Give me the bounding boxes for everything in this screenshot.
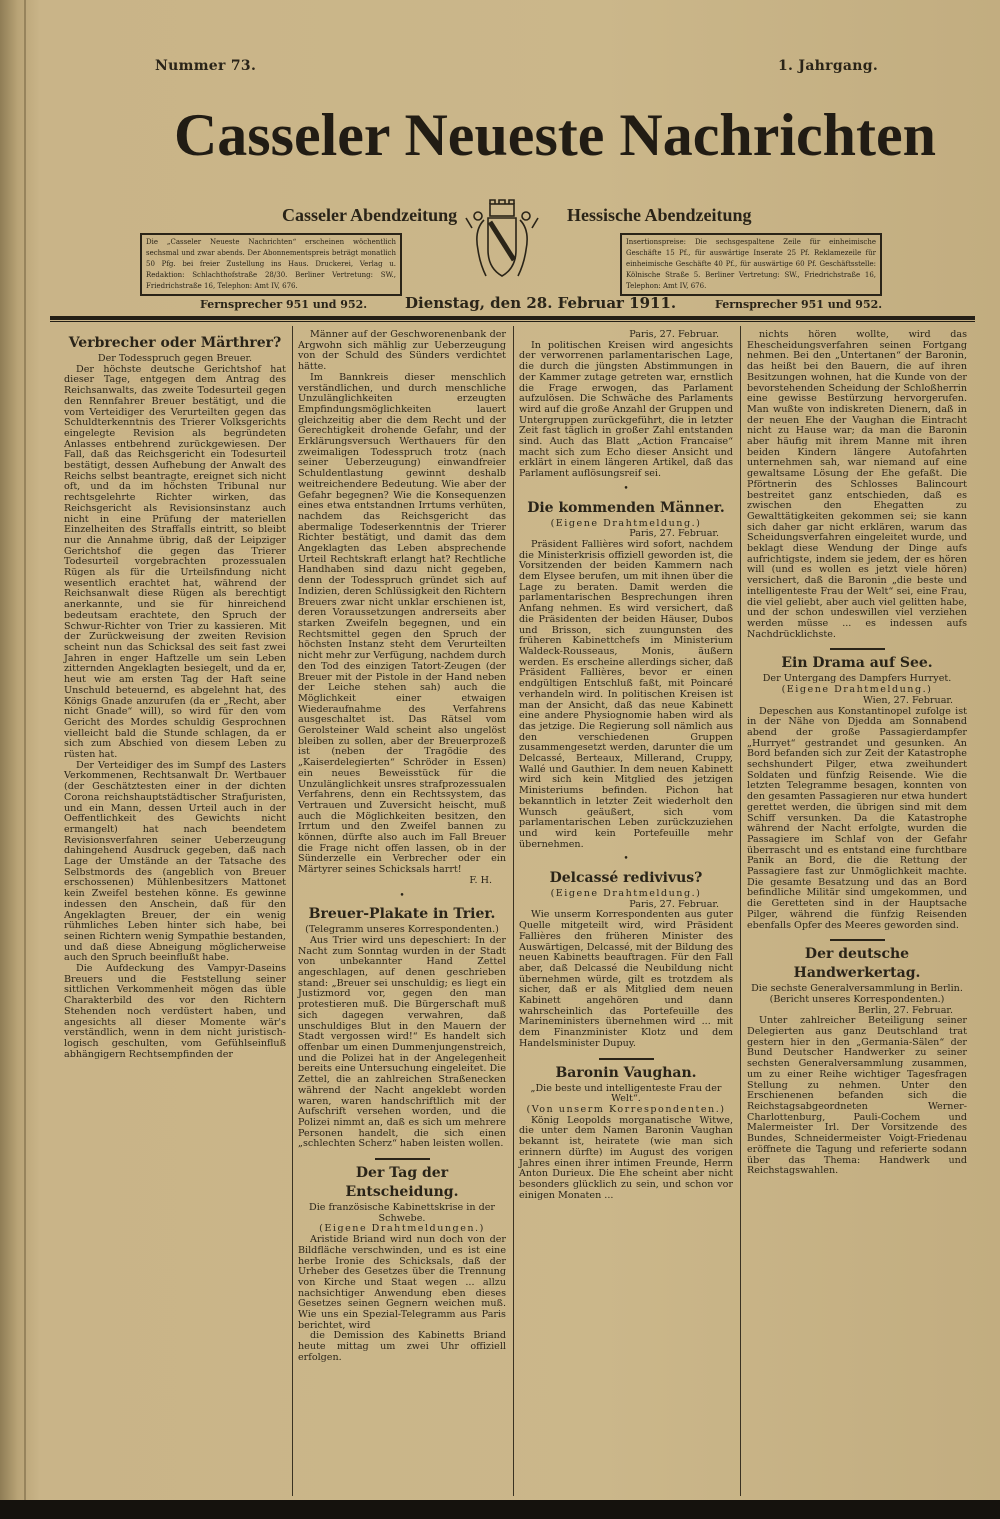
- dateline: Wien, 27. Februar.: [862, 694, 953, 706]
- advertising-rates-box: Insertionspreise: Die sechsgespaltene Zeile für einheimische Geschäfte 15 Pf., für auswärtige Inserate 25 Pf. Reklamezeile für einheimische Geschäfte 40 Pf., für auswärtige 60 Pf. Geschäftsstelle: Kölnische Straße 5. Berliner Vertretung: SW., Friedrichstraße 16, Telephon: Amt IV, 676.: [620, 233, 882, 296]
- article-paragraph: König Leopolds morganatische Witwe, die unter dem Namen Baronin Vaughan bekannt ist, heiratete (wie man sich erinnern dürfte) im August des vorigen Jahres einen ihrer intimen Freunde, Herrn Anton Durieux. Die Ehe scheint aber nicht besonders glücklich zu sein, und schon vor einigen Monaten ...: [519, 1114, 733, 1201]
- subtitle-left: Casseler Abendzeitung: [282, 205, 458, 225]
- phone-right: Fernsprecher 951 und 952.: [715, 298, 883, 311]
- article-paragraph: Unter zahlreicher Beteiligung seiner Delegierten aus ganz Deutschland trat gestern hier in den „Germania-Sälen“ der Bund Deutscher Handwerker zu seiner sechsten Generalversammlung zusammen, um zu einer Reihe wichtiger Tagesfragen Stellung zu nehmen. Unter den Erschienenen befanden sich die Reichstagsabgeordneten Werner-Charlottenburg, Pauli-Cochem und Malermeister Irl. Der Vorsitzende des Bundes, Schneidermeister Voigt-Friedenau eröffnete die Tagung und referierte sodann über das Thema: Handwerk und Reichstagswahlen.: [747, 1015, 967, 1177]
- article-subheadline: (Telegramm unseres Korrespondenten.): [305, 924, 499, 936]
- article-subheadline: (Bericht unseres Korrespondenten.): [769, 993, 945, 1005]
- article-headline: Der Tag der Entscheidung.: [345, 1165, 459, 1201]
- article-headline: Ein Drama auf See.: [781, 655, 933, 672]
- newspaper-title: Casseler Neueste Nachrichten: [173, 102, 937, 168]
- column-divider: [740, 326, 741, 1496]
- separator-dot: •: [623, 854, 629, 865]
- article-subheadline: Der Todesspruch gegen Breuer.: [97, 353, 253, 364]
- article-headline: Breuer-Plakate in Trier.: [308, 906, 496, 923]
- article-subheadline: Die sechste Generalversammlung in Berlin.: [751, 983, 963, 995]
- article-paragraph: Der Verteidiger des im Sumpf des Lasters Verkommenen, Rechtsanwalt Dr. Wertbauer (der Geschätztesten einer in der dichten Corona reichshauptstädtischer Strafjuristen, und ein Mann, dessen Urteil auch in der Oeffentlichkeit des Gewichts nicht ermangelt) hat nach beendetem Revisionsverfahren seiner Ueberzeugung dahingehend Ausdruck gegeben, daß nach Lage der Umstände an der Tatsache des Selbstmords des (angeblich von Breuer erschossenen) Mühlenbesitzers Mattonet kein Zweifel bestehen könne. Es gewinne indessen den Anschein, daß für den Angeklagten Breuer, der ein wenig rühmliches Leben hinter sich habe, bei seinen Richtern wenig Sympathie bestanden, und daß diese Abneigung möglicherweise auch den Spruch beeinflußt habe.: [64, 759, 286, 964]
- article-paragraph: Die Aufdeckung des Vampyr-Daseins Breuers und die Feststellung seiner sittlichen Verkommenheit mögen das üble Charakterbild des vor den Richtern Stehenden noch verdüstert haben, und angesichts all dieser Momente wär's verständlich, wenn in dem nicht juristisch-logisch geschulten, vom Gefühlseinfluß abhängigern Rechtsempfinden der: [64, 963, 286, 1060]
- column-divider: [292, 326, 293, 1496]
- coat-of-arms-icon: [462, 198, 542, 290]
- column-divider: [513, 326, 514, 1496]
- article-paragraph: Wie unserm Korrespondenten aus guter Quelle mitgeteilt wird, wird Präsident Fallières den früheren Minister des Auswärtigen, Delcassé, mit der Bildung des neuen Kabinetts beauftragen. Für den Fall aber, daß Delcassé die Neubildung nicht übernehmen würde, gilt es trotzdem als sicher, daß er als Mitglied dem neuen Kabinett angehören und dann wahrscheinlich das Portefeuille des Marineministers übernehmen wird ... mit dem Finanzminister Klotz und dem Handelsminister Dupuy.: [519, 909, 733, 1049]
- separator-rule: [599, 1058, 654, 1060]
- article-paragraph: Im Bannkreis dieser menschlich verständlichen, und durch menschliche Unzulänglichkeiten erzeugten Empfindungsmöglichkeiten lauert gleichzeitig aber die dem Recht und der Gerechtigkeit drohende Gefahr, und der Erklärungsversuch Werthauers für den zweimaligen Todesspruch trotz (nach seiner Ueberzeugung) einwandfreier Schuldentlastung gewinnt deshalb weitreichendere Bedeutung. Wie aber der Gefahr begegnen? Wie die Konsequenzen eines etwa entstandnen Irrtums verhüten, nachdem das Reichsgericht das abermalige Todeserkenntnis der Trierer Richter bestätigt, und damit das dem Angeklagten das Leben absprechende Urteil Rechtskraft erlangt hat? Rechtliche Handhaben sind dazu nicht gegeben, denn der Todesspruch gründet sich auf Indizien, deren Schlüssigkeit den Richtern Breuers zwar nicht unklar erschienen ist, deren Voraussetzungen andrerseits aber starken Zweifeln begegnen, und ein Rechtsmittel gegen den Spruch der höchsten Instanz steht dem Verurteilten nicht mehr zur Verfügung, nachdem durch den Tod des einzigen Tatort-Zeugen (der Breuer mit der Pistole in der Hand neben der Leiche stehen sah) auch die Möglichkeit einer etwaigen Wiederaufnahme des Verfahrens ausgeschaltet ist. Das Rätsel vom Gerolsteiner Wald scheint also ungelöst bleiben zu sollen, aber der Breuerprozeß ist (neben der Tragödie des „Kaiserdelegierten“ Schröder in Essen) ein neues Beweisstück für die Unzulänglichkeit unsres strafprozessualen Verfahrens, denn ein Rechtssystem, das Vertrauen und Zuversicht heischt, muß auch die Möglichkeiten besitzen, den Irrtum und den Zweifel bannen zu können, dürfte also auch im Fall Breuer die Frage nicht offen lassen, ob in der Sünderzelle ein Verbrecher oder ein Märtyrer seines Schicksals harrt!: [298, 371, 506, 876]
- article-headline: Baronin Vaughan.: [555, 1064, 697, 1081]
- author-signature: F. H.: [469, 874, 492, 886]
- subtitle-right: Hessische Abendzeitung: [567, 205, 752, 225]
- dateline: Paris, 27. Februar.: [629, 528, 719, 540]
- wire-credit: (Eigene Drahtmeldung.): [550, 517, 702, 529]
- article-subheadline: Die französische Kabinettskrise in der Schwebe.: [309, 1202, 495, 1224]
- dateline: Paris, 27. Februar.: [629, 329, 719, 340]
- column-3: [519, 330, 733, 1201]
- dateline: Paris, 27. Februar.: [629, 898, 719, 910]
- article-headline: Der deutsche Handwerkertag.: [793, 946, 921, 982]
- article-headline: Verbrecher oder Märthrer?: [68, 335, 282, 351]
- article-paragraph: Aus Trier wird uns depeschiert: In der Nacht zum Sonntag wurden in der Stadt von unbekannter Hand Zettel angeschlagen, auf denen geschrieben stand: „Breuer sei unschuldig; es liegt ein Justizmord vor, gegen den man protestieren muß. Die Bürgerschaft muß sich dagegen verwahren, daß unschuldiges Blut in den Mauern der Stadt vergossen wird!“ Es handelt sich offenbar um einen Dummenjungenstreich, und die Polizei hat in der Angelegenheit bereits eine Untersuchung eingeleitet. Die Zettel, die an zahlreichen Straßenecken während der Nacht angeklebt worden waren, waren handschriftlich mit der Aufschrift versehen worden, und die Polizei nimmt an, daß es sich um mehrere Personen handelt, die sich einen „schlechten Scherz“ haben leisten wollen.: [298, 934, 506, 1150]
- article-paragraph: Präsident Fallières wird sofort, nachdem die Ministerkrisis offiziell geworden ist, die Vorsitzenden der beiden Kammern nach dem Elysee berufen, um mit ihnen über die Lage zu beraten. Damit werden die parlamentarischen Besprechungen ihren Anfang nehmen. Es wird versichert, daß die Präsidenten der beiden Häuser, Dubos und Brisson, sich zuungunsten des früheren Kabinettchefs im Ministerium Waldeck-Rousseaus, Monis, äußern werden. Es erscheine allerdings sicher, daß Präsident Fallières, bevor er einen endgültigen Entschluß faßt, mit Poincaré verhandeln wird. In politischen Kreisen ist man der Ansicht, daß das neue Kabinett eine andere Physiognomie haben wird als das jetzige. Die Regierung soll nämlich aus den verschiedenen Gruppen zusammengesetzt werden, darunter die um Delcassé, Berteaux, Millerand, Cruppy, Wallé und Gauthier. In dem neuen Kabinett wird sich kein Mitglied des jetzigen Ministeriums befinden. Pichon hat bekanntlich in letzter Zeit wiederholt den Wunsch geäußert, sich vom parlamentarischen Leben zurückzuziehen und wird kein Portefeuille mehr übernehmen.: [519, 538, 733, 850]
- scan-edge: [0, 1500, 1000, 1519]
- issue-date: Dienstag, den 28. Februar 1911.: [405, 294, 677, 312]
- article-paragraph: In politischen Kreisen wird angesichts der verworrenen parlamentarischen Lage, die durch die jüngsten Abstimmungen in der Kammer zutage getreten war, ernstlich die Frage erwogen, das Parlament aufzulösen. Die Schwäche des Parlaments wird auf die große Anzahl der Gruppen und Untergruppen zurückgeführt, die in letzter Zeit fast täglich in großer Zahl entstanden sind. Auch das Blatt „Action Francaise“ macht sich zum Echo dieser Ansicht und erklärt in einem längeren Artikel, daß das Parlament auflösungsreif sei.: [519, 339, 733, 480]
- article-paragraph: Der höchste deutsche Gerichtshof hat dieser Tage, entgegen dem Antrag des Reichsanwalts, das zweite Todesurteil gegen den Rennfahrer Breuer bestätigt, und die vom Verteidiger des Verurteilten gegen das Schuldterkenntnis des Trierer Volksgerichts eingelegte Revision als begründeten Anlasses entbehrend zurückgewiesen. Der Fall, daß das Reichsgericht ein Todesurteil bestätigt, dessen Aufhebung der Anwalt des Reichs selbst beantragte, ereignet sich nicht oft, und da im höchsten Tribunal nur rechtsgelehrte Richter wirken, das Reichsgericht als Revisionsinstanz auch nicht in eine Prüfung der materiellen Einzelheiten des Straffalls eintritt, so bleibt nur die Annahme übrig, daß der Leipziger Gerichtshof die gegen das Trierer Todesurteil vorgebrachten prozessualen Rügen als für die Urteilsfindung nicht wesentlich erachtet hat, während der Reichsanwalt diese Rügen als berechtigt anerkannte, und sie für hinreichend bedeutsam erachtete, den Spruch der Schwur-Richter von Trier zu kassieren. Mit der Zurückweisung der zweiten Revision scheint nun das Schicksal des seit fast zwei Jahren in enger Haftzelle um sein Leben zitternden Angeklagten besiegelt, und da er, heut wie am ersten Tag der Haft seine Unschuld beteuernd, es abgelehnt hat, des Königs Gnade anzurufen (da er „Recht, aber nicht Gnade“ will), so wird für den vom Gericht des Mordes schuldig Gesprochnen vielleicht bald die Stunde schlagen, da er sich zum Abschied von diesem Leben zu rüsten hat.: [64, 363, 286, 761]
- column-2: [298, 330, 506, 1364]
- separator-rule: [375, 1158, 430, 1160]
- article-headline: Die kommenden Männer.: [527, 499, 725, 516]
- wire-credit: (Von unserm Korrespondenten.): [526, 1104, 726, 1115]
- separator-dot: •: [399, 890, 405, 901]
- article-paragraph: Depeschen aus Konstantinopel zufolge ist in der Nähe von Djedda am Sonnabend abend der große Passagierdampfer „Hurryet“ gestrandet und gesunken. An Bord befanden sich zur Zeit der Katastrophe sechshundert Pilger, etwa zweihundert Soldaten und fünfzig Reisende. Wie die letzten Telegramme besagen, konnten von den gesamten Passagieren nur etwa hundert gerettet werden, die übrigen sind mit dem Schiff versunken. Da die Katastrophe während der Nacht erfolgte, wurden die Passagiere im Schlaf von der Gefahr überrascht und es entstand eine furchtbare Panik an Bord, die die Rettung der Passagiere fast zur Unmöglichkeit machte. Die gesamte Besatzung und das an Bord befindliche Militär sind umgekommen, und die Geretteten sind in der Hauptsache Pilger, während die fünfzig Reisenden ebenfalls Opfer des Meeres geworden sind.: [747, 705, 967, 931]
- dateline: Berlin, 27. Februar.: [857, 1004, 953, 1016]
- article-headline: Delcassé redivivus?: [549, 870, 703, 887]
- separator-dot: •: [623, 483, 629, 494]
- separator-rule: [830, 939, 885, 941]
- article-paragraph: Aristide Briand wird nun doch von der Bildfläche verschwinden, und es ist eine herbe Ironie des Schicksals, daß der Urheber des Gesetzes über die Trennung von Kirche und Staat wegen ... allzu nachsichtiger Anwendung eben dieses Gesetzes seinen Gegnern weichen muß. Wie uns ein Spezial-Telegramm aus Paris berichtet, wird: [298, 1234, 506, 1331]
- article-paragraph: nichts hören wollte, wird das Ehescheidungsverfahren seinen Fortgang nehmen. Bei den „Untertanen“ der Baronin, das heißt bei den Bauern, die auf ihren Besitzungen wohnen, hat die Kunde von der bevorstehenden Scheidung der Schloßherrin eine gewisse Bestürzung hervorgerufen. Man wußte von indiskreten Dienern, daß in der neuen Ehe der Vaughan die Eintracht nicht zu Hause war; da man die Baronin aber häufig mit ihrem Manne mit ihren beiden Kindern längere Autofahrten unternehmen sah, war niemand auf eine gewaltsame Lösung der Ehe gefaßt. Die Pförtnerin des Schlosses Balincourt bestreitet ganz entschieden, daß es zwischen den Ehegatten zu Gewalttätigkeiten gekommen sei; sie kann sich daher gar nicht erklären, warum das Scheidungsverfahren eingeleitet wurde, und beklagt diese Wendung der Dinge aufs aufrichtigste, indem sie jedem, der es hören will (und es wollen es jetzt viele hören) versichert, daß die Baronin „die beste und intelligenteste Frau der Welt“ sei, eine Frau, die viel geliebt, aber auch viel gelitten habe, und der schon undeswillen viel verziehen werden müsse ... es indessen aufs Nachdrücklichste.: [747, 329, 967, 640]
- separator-rule: [830, 648, 885, 650]
- article-paragraph: Männer auf der Geschworenenbank der Argwohn sich mählig zur Ueberzeugung von der Schuld des Sünders verdichtet hätte.: [298, 329, 506, 373]
- wire-credit: (Eigene Drahtmeldung.): [781, 684, 933, 696]
- article-subheadline: Der Untergang des Dampfers Hurryet.: [762, 673, 952, 685]
- article-paragraph: die Demission des Kabinetts Briand heute mittag um zwei Uhr offiziell erfolgen.: [298, 1330, 506, 1363]
- column-4: [747, 330, 967, 1177]
- issue-number: Nummer 73.: [155, 58, 257, 74]
- header-rule-thin: [50, 321, 975, 322]
- wire-credit: (Eigene Drahtmeldung.): [550, 888, 702, 900]
- volume-year: 1. Jahrgang.: [778, 58, 879, 74]
- binding-fold: [24, 0, 26, 1500]
- subscription-info-box: Die „Casseler Neueste Nachrichten“ erscheinen wöchentlich sechsmal und zwar abends. Der Abonnementspreis beträgt monatlich 50 Pfg. bei freier Zustellung ins Haus. Druckerei, Verlag u. Redaktion: Schlachthofstraße 28/30. Berliner Vertretung: SW., Friedrichstraße 16, Telephon: Amt IV, 676.: [140, 233, 402, 296]
- column-1: [64, 330, 286, 1060]
- wire-credit: (Eigene Drahtmeldungen.): [319, 1223, 485, 1235]
- header-rule: [50, 316, 975, 320]
- article-subheadline: „Die beste und intelligenteste Frau der Welt“.: [530, 1082, 722, 1105]
- phone-left: Fernsprecher 951 und 952.: [200, 298, 368, 311]
